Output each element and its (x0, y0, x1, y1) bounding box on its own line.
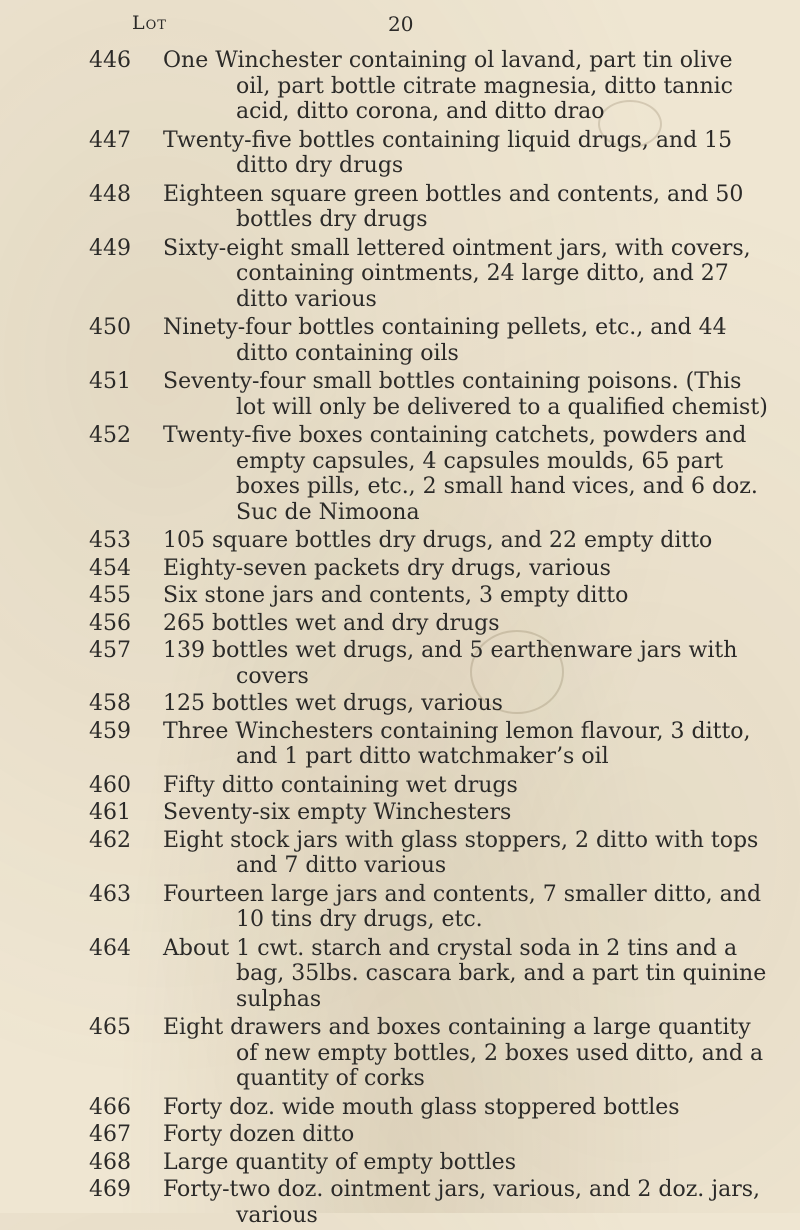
lot-entry (0, 882, 800, 933)
lot-entry (0, 1177, 800, 1228)
lot-description: One Winchester containing ol lavand, part tin olive oil, part bottle citrate magnesia, ditto tannic acid, ditto corona, and ditto drao (163, 48, 733, 124)
lot-entry (0, 719, 800, 770)
lot-number: 446 (89, 48, 131, 73)
lot-number: 456 (89, 610, 131, 636)
lot-number: 464 (89, 935, 131, 961)
lot-description: Eighteen square green bottles and contents, and 50 bottles dry drugs (163, 181, 744, 232)
lot-number: 451 (89, 369, 131, 394)
lot-description: Eighty-seven packets dry drugs, various (163, 555, 611, 581)
lot-description: Forty-two doz. ointment jars, various, and 2 doz. jars, various (163, 1177, 761, 1228)
lot-description: Large quantity of empty bottles (163, 1149, 516, 1175)
lot-description: Seventy-six empty Winchesters (163, 800, 512, 825)
lot-number: 466 (89, 1094, 131, 1120)
lot-description: Twenty-five bottles containing liquid drugs, and 15 ditto dry drugs (163, 127, 733, 178)
lot-description: Seventy-four small bottles containing poisons. (This lot will only be delivered to a qualified chemist) (163, 369, 768, 420)
lot-entry (0, 1015, 800, 1092)
lot-entry (0, 800, 800, 826)
lot-description: Sixty-eight small lettered ointment jars, with covers, containing ointments, 24 large ditto, and 27 ditto various (163, 235, 751, 312)
lot-number: 453 (89, 528, 131, 553)
lot-number: 467 (89, 1122, 131, 1147)
lot-number: 463 (89, 881, 131, 907)
lot-number: 461 (89, 800, 131, 825)
lot-entry (0, 556, 800, 582)
page-number: 20 (388, 12, 414, 36)
lot-entry (0, 611, 800, 637)
lot-number: 460 (89, 772, 131, 798)
lot-number: 454 (89, 555, 131, 581)
lot-entry (0, 423, 800, 525)
lot-number: 455 (89, 583, 131, 608)
lot-description: Fourteen large jars and contents, 7 smaller ditto, and 10 tins dry drugs, etc. (163, 881, 762, 932)
lot-description: Ninety-four bottles containing pellets, etc., and 44 ditto containing oils (163, 315, 727, 366)
lot-column-heading: Lot (132, 12, 167, 34)
lot-description: Fifty ditto containing wet drugs (163, 772, 518, 798)
lot-number: 465 (89, 1015, 131, 1040)
lot-description: Six stone jars and contents, 3 empty ditto (163, 583, 629, 608)
lot-entry (0, 315, 800, 366)
lot-number: 449 (89, 235, 131, 261)
lot-entry (0, 1122, 800, 1148)
lot-number: 462 (89, 827, 131, 853)
lot-description: About 1 cwt. starch and crystal soda in 2 tins and a bag, 35lbs. cascara bark, and a part tin quinine sulphas (163, 935, 767, 1012)
lot-entry (0, 691, 800, 717)
lot-entry (0, 936, 800, 1013)
lot-number: 469 (89, 1177, 131, 1202)
lot-entry (0, 583, 800, 609)
lot-entry (0, 1095, 800, 1121)
lot-entry (0, 773, 800, 799)
lot-description: Eight drawers and boxes containing a large quantity of new empty bottles, 2 boxes used ditto, and a quantity of corks (163, 1015, 764, 1091)
lot-entry (0, 369, 800, 420)
lot-number: 457 (89, 638, 131, 663)
lot-description: Eight stock jars with glass stoppers, 2 ditto with tops and 7 ditto various (163, 827, 759, 878)
lot-description: 139 bottles wet drugs, and 5 earthenware jars with covers (163, 638, 738, 689)
lot-entry (0, 638, 800, 689)
lot-entry (0, 182, 800, 233)
lot-entry (0, 236, 800, 313)
lot-number: 452 (89, 423, 131, 448)
lot-list (0, 48, 800, 1230)
lot-description: Three Winchesters containing lemon flavour, 3 ditto, and 1 part ditto watchmaker’s oil (163, 718, 751, 769)
lot-description: 265 bottles wet and dry drugs (163, 610, 500, 636)
lot-number: 447 (89, 127, 131, 153)
lot-description: 125 bottles wet drugs, various (163, 691, 503, 716)
lot-description: Forty dozen ditto (163, 1122, 355, 1147)
lot-number: 468 (89, 1149, 131, 1175)
lot-number: 458 (89, 691, 131, 716)
lot-number: 450 (89, 315, 131, 340)
lot-entry (0, 528, 800, 554)
lot-entry (0, 828, 800, 879)
lot-description: 105 square bottles dry drugs, and 22 empty ditto (163, 528, 713, 553)
lot-entry (0, 128, 800, 179)
lot-entry (0, 1150, 800, 1176)
lot-number: 448 (89, 181, 131, 207)
lot-entry (0, 48, 800, 125)
page-header (0, 12, 800, 46)
lot-description: Twenty-five boxes containing catchets, powders and empty capsules, 4 capsules moulds, 65 part boxes pills, etc., 2 small hand vices, and 6 doz. Suc de Nimoona (163, 423, 758, 525)
lot-number: 459 (89, 718, 131, 744)
lot-description: Forty doz. wide mouth glass stoppered bottles (163, 1094, 680, 1120)
